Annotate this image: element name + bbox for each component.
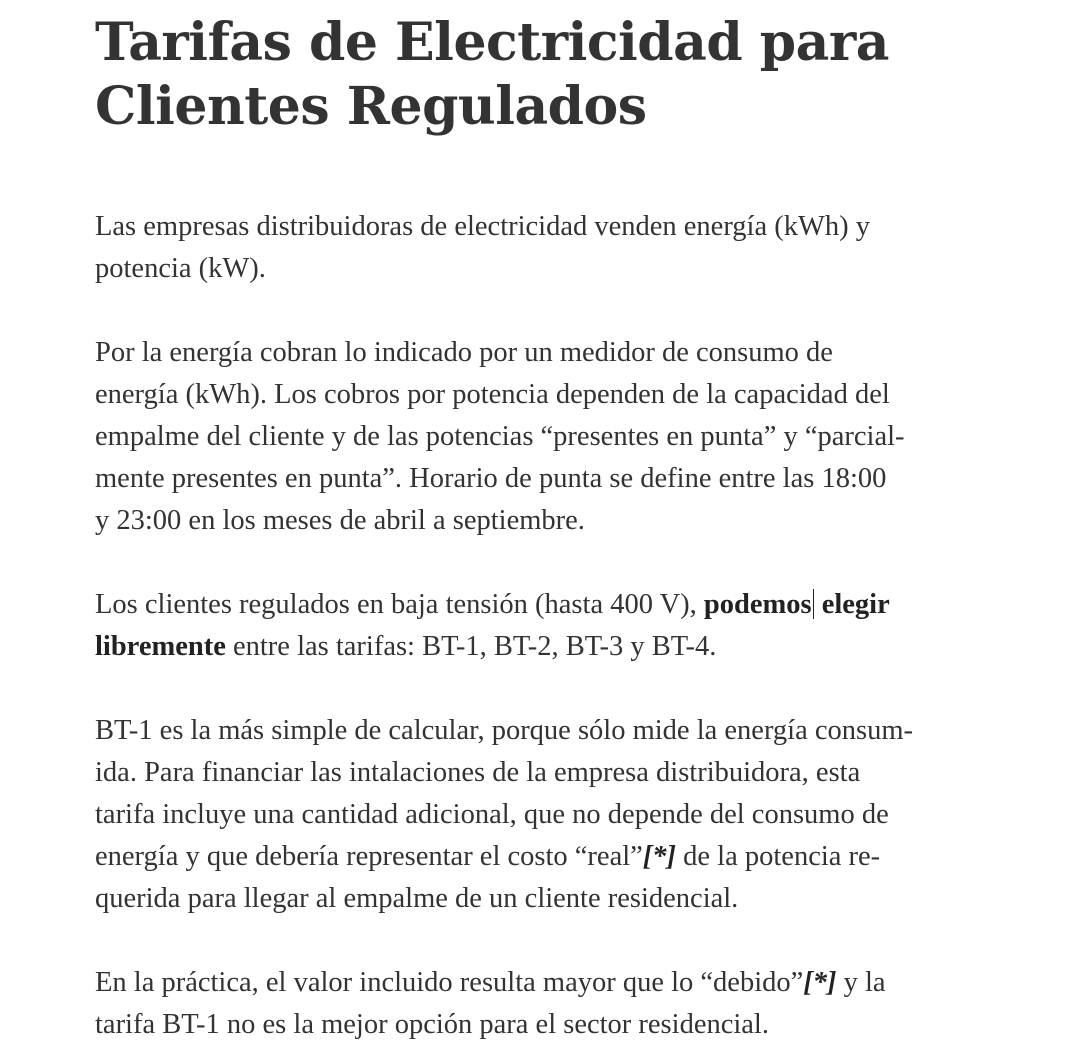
text-line: potencia (kW).	[95, 253, 266, 284]
text-line	[95, 584, 995, 626]
bold-text: libremente	[95, 631, 226, 662]
text-line: y 23:00 en los meses de abril a septiembre.	[95, 505, 585, 536]
text-run: y la	[836, 967, 886, 998]
paragraph-practice	[95, 962, 995, 1046]
title-line: Tarifas de Electricidad para	[95, 12, 889, 73]
paragraph-intro	[95, 206, 995, 290]
text-run: entre las tarifas: BT-1, BT-2, BT-3 y BT-4.	[225, 631, 717, 662]
text-line: Por la energía cobran lo indicado por un medidor de consumo de	[95, 337, 833, 368]
bold-text: podemos	[703, 589, 812, 620]
text-line	[95, 626, 995, 668]
paragraph-billing	[95, 332, 995, 542]
footnote-link[interactable]: [*]	[803, 967, 837, 998]
text-line: tarifa incluye una cantidad adicional, que no depende del consumo de	[95, 799, 889, 830]
page-title	[95, 11, 995, 139]
text-line	[95, 836, 995, 878]
title-line: Clientes Regulados	[95, 76, 647, 137]
text-cursor	[813, 589, 814, 619]
text-line: tarifa BT-1 no es la mejor opción para el sector residencial.	[95, 1009, 769, 1040]
article-body	[95, 206, 995, 1046]
text-line: querida para llegar al empalme de un cliente residencial.	[95, 883, 739, 914]
text-run: de la potencia re-	[676, 841, 881, 872]
text-run: Los clientes regulados en baja tensión (hasta 400 V),	[95, 589, 704, 620]
paragraph-bt1	[95, 710, 995, 920]
text-line: mente presentes en punta”. Horario de punta se define entre las 18:00	[95, 463, 887, 494]
article	[95, 0, 995, 1046]
paragraph-tariff-choice	[95, 584, 995, 668]
text-line	[95, 962, 995, 1004]
footnote-link[interactable]: [*]	[642, 841, 677, 872]
text-line: empalme del cliente y de las potencias “presentes en punta” y “parcial-	[95, 421, 905, 452]
text-line: BT-1 es la más simple de calcular, porque sólo mide la energía consum-	[95, 715, 914, 746]
text-run: energía y que debería representar el costo “real”	[95, 841, 643, 872]
bold-text: elegir	[814, 589, 890, 620]
text-line: ida. Para financiar las intalaciones de la empresa distribuidora, esta	[95, 757, 861, 788]
text-run: En la práctica, el valor incluido resulta mayor que lo “debido”	[95, 967, 804, 998]
text-line: Las empresas distribuidoras de electricidad venden energía (kWh) y	[95, 211, 871, 242]
text-line: energía (kWh). Los cobros por potencia dependen de la capacidad del	[95, 379, 890, 410]
